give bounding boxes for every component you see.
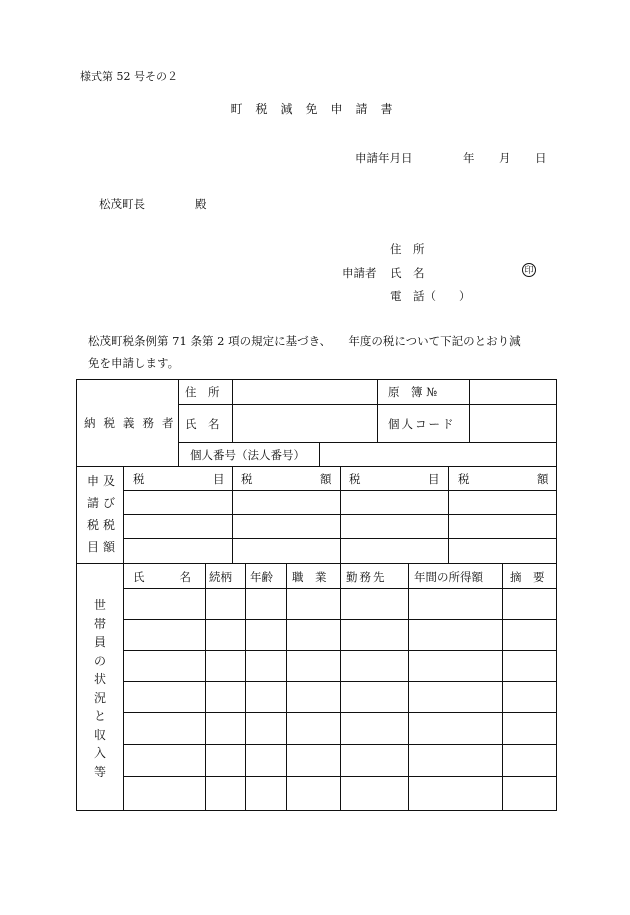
tax-amount-field[interactable] bbox=[233, 491, 339, 513]
household-row[interactable] bbox=[124, 713, 556, 743]
tax-amount-header-1: 税 bbox=[241, 472, 253, 486]
tax-amount-header-2-end: 額 bbox=[537, 472, 549, 486]
household-remarks-header: 摘 要 bbox=[510, 570, 545, 584]
household-relation-header: 続柄 bbox=[209, 570, 232, 584]
taxpayer-name-field[interactable] bbox=[233, 405, 376, 441]
tax-item-field[interactable] bbox=[341, 491, 447, 513]
tax-amount-header-1-end: 額 bbox=[320, 472, 332, 486]
ledger-number-label: 原 簿 № bbox=[388, 385, 438, 399]
taxpayer-section-label: 納税義務者 bbox=[84, 416, 182, 430]
form-number: 様式第 52 号その２ bbox=[80, 70, 178, 83]
applicant-address-label[interactable]: 住 所 bbox=[390, 242, 425, 256]
ledger-number-field[interactable] bbox=[470, 380, 556, 403]
tax-amount-field[interactable] bbox=[449, 491, 556, 513]
application-date-line bbox=[355, 150, 555, 166]
household-row[interactable] bbox=[124, 589, 556, 618]
household-occupation-header: 職 業 bbox=[292, 570, 327, 584]
section-divider bbox=[76, 466, 557, 467]
request-statement-line2: 免を申請します。 bbox=[88, 356, 180, 370]
household-row[interactable] bbox=[124, 620, 556, 649]
document-title: 町税減免申請書 bbox=[230, 102, 406, 116]
tax-item-header-2-end: 目 bbox=[428, 472, 440, 486]
seal-mark-icon: 印 bbox=[522, 263, 536, 277]
household-workplace-header: 勤務先 bbox=[346, 570, 387, 584]
tax-item-header-1: 税 bbox=[133, 472, 145, 486]
tax-items-label-col1: 申 請 税 目 bbox=[86, 474, 99, 554]
grid-line bbox=[377, 379, 378, 442]
household-section-label: 世 帯 員 の 状 況 と 収 入 等 bbox=[93, 598, 106, 779]
tax-item-field[interactable] bbox=[124, 491, 231, 513]
day-field[interactable]: 日 bbox=[535, 151, 547, 165]
taxpayer-name-label: 氏 名 bbox=[185, 417, 220, 431]
applicant-phone-label[interactable]: 電 話（ ） bbox=[390, 289, 471, 303]
addressee-name: 松茂町長 bbox=[99, 197, 145, 211]
household-age-header: 年齢 bbox=[250, 570, 273, 584]
household-name-header: 氏 名 bbox=[133, 570, 195, 584]
taxpayer-address-field[interactable] bbox=[233, 380, 376, 403]
corporate-number-field[interactable] bbox=[320, 443, 556, 465]
tax-amount-header-2: 税 bbox=[458, 472, 470, 486]
personal-code-field[interactable] bbox=[470, 405, 556, 441]
household-row[interactable] bbox=[124, 682, 556, 711]
taxpayer-address-label: 住 所 bbox=[185, 385, 220, 399]
tax-item-header-1-end: 目 bbox=[213, 472, 225, 486]
request-statement-line1: 松茂町税条例第 71 条第 2 項の規定に基づき、 年度の税について下記のとおり減 bbox=[88, 334, 521, 348]
grid-line bbox=[123, 538, 557, 539]
section-divider bbox=[76, 563, 557, 564]
tax-item-header-2: 税 bbox=[349, 472, 361, 486]
grid-line bbox=[123, 514, 557, 515]
addressee bbox=[99, 196, 219, 212]
year-field[interactable]: 年 bbox=[463, 151, 475, 165]
personal-code-label: 個人コード bbox=[388, 417, 456, 431]
applicant-name-label[interactable]: 氏 名 bbox=[390, 266, 425, 280]
tax-items-label-col2: 及 び 税 額 bbox=[102, 474, 115, 554]
corporate-number-label: 個人番号（法人番号） bbox=[190, 448, 305, 462]
household-row[interactable] bbox=[124, 745, 556, 775]
applicant-label: 申請者 bbox=[342, 266, 377, 280]
household-income-header: 年間の所得額 bbox=[414, 570, 483, 584]
household-row[interactable] bbox=[124, 651, 556, 680]
month-field[interactable]: 月 bbox=[499, 151, 511, 165]
household-row[interactable] bbox=[124, 777, 556, 810]
application-date-label: 申請年月日 bbox=[355, 151, 413, 165]
addressee-honorific: 殿 bbox=[195, 197, 207, 211]
